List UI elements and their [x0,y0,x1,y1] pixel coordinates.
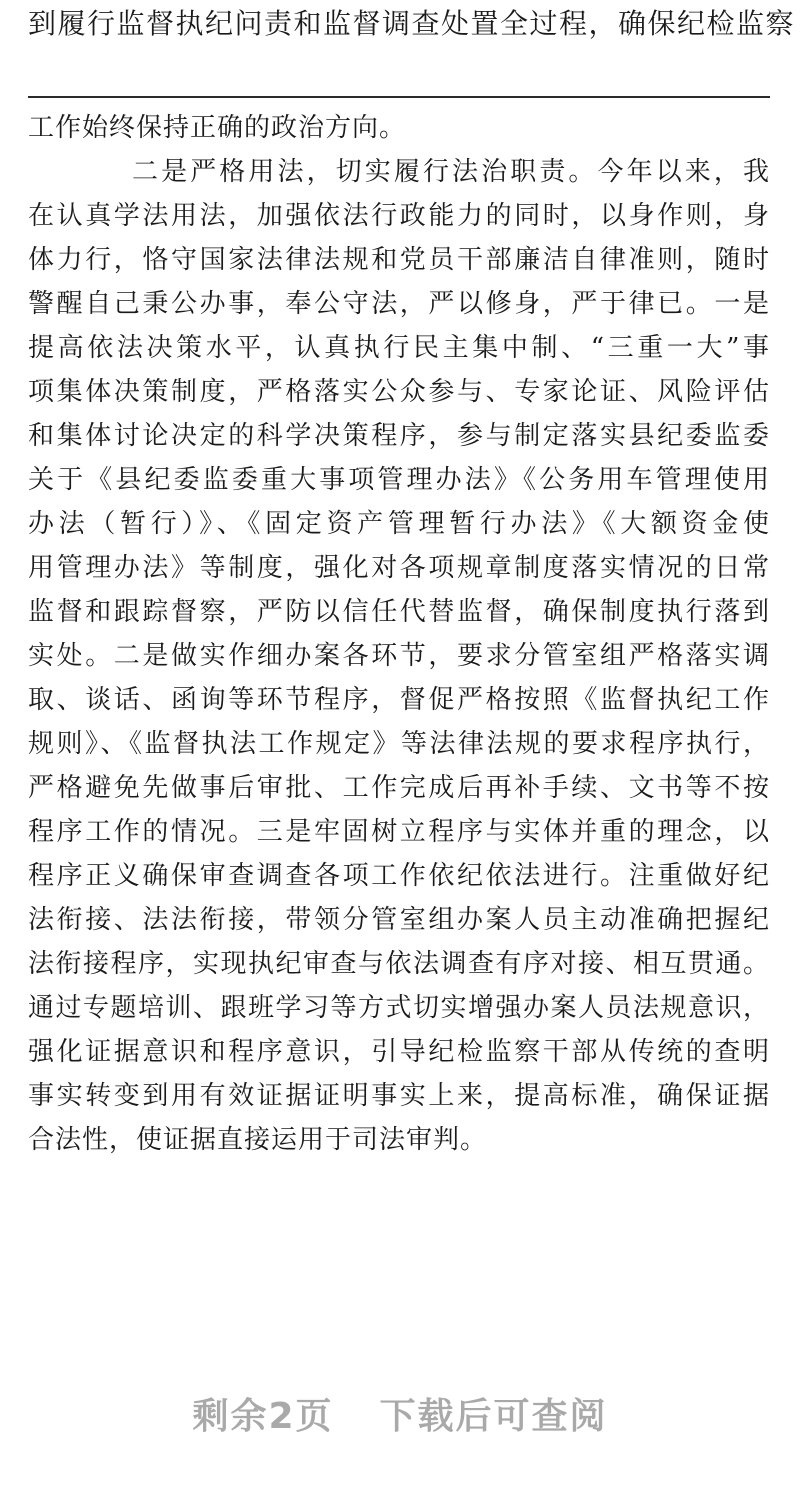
paragraph-line: 提高依法决策水平，认真执行民主集中制、“三重一大”事 [28,333,770,363]
paragraph-line: 法衔接、法法衔接，带领分管室组办案人员主动准确把握纪 [28,905,770,935]
paragraph-line: 办法（暂行）》、《固定资产管理暂行办法》《大额资金使 [28,509,770,539]
paragraph-line: 监督和跟踪督察，严防以信任代替监督，确保制度执行落到 [28,597,770,627]
paragraph-line: 项集体决策制度，严格落实公众参与、专家论证、风险评估 [28,377,770,407]
paragraph-line: 严格避免先做事后审批、工作完成后再补手续、文书等不按 [28,773,770,803]
paragraph-line: 实处。二是做实作细办案各环节，要求分管室组严格落实调 [28,641,770,671]
document-body [28,106,770,1162]
paragraph-line: 取、谈话、函询等环节程序，督促严格按照《监督执纪工作 [28,685,770,715]
paragraph-line: 关于《县纪委监委重大事项管理办法》《公务用车管理使用 [28,465,770,495]
paragraph-line: 用管理办法》等制度，强化对各项规章制度落实情况的日常 [28,553,770,583]
paragraph-line: 合法性，使证据直接运用于司法审判。 [28,1125,488,1155]
previous-page-last-line: 到履行监督执纪问责和监督调查处置全过程，确保纪检监察 [28,7,796,40]
paragraph-line: 在认真学法用法，加强依法行政能力的同时，以身作则，身 [28,201,770,231]
paragraph-line: 规则》、《监督执法工作规定》等法律法规的要求程序执行， [28,729,770,759]
paragraph-line: 和集体讨论决定的科学决策程序，参与制定落实县纪委监委 [28,421,770,451]
download-prompt[interactable] [0,1388,800,1439]
paragraph-line: 程序正义确保审查调查各项工作依纪依法进行。注重做好纪 [28,861,770,891]
paragraph-line: 工作始终保持正确的政治方向。 [28,113,407,143]
page-break-divider [28,96,770,98]
paragraph-line: 事实转变到用有效证据证明事实上来，提高标准，确保证据 [28,1081,770,1111]
paragraph-line: 通过专题培训、跟班学习等方式切实增强办案人员法规意识， [28,993,770,1023]
paragraph-line: 警醒自己秉公办事，奉公守法，严以修身，严于律已。一是 [28,289,770,319]
paragraph-line: 体力行，恪守国家法律法规和党员干部廉洁自律准则，随时 [28,245,770,275]
paragraph-line: 二是严格用法，切实履行法治职责。今年以来，我 [132,157,770,187]
paragraph-line: 强化证据意识和程序意识，引导纪检监察干部从传统的查明 [28,1037,770,1067]
download-hint-label: 下载后可查阅 [379,1396,608,1437]
paragraph-line: 程序工作的情况。三是牢固树立程序与实体并重的理念，以 [28,817,770,847]
paragraph-line: 法衔接程序，实现执纪审查与依法调查有序对接、相互贯通。 [28,949,770,979]
remaining-pages-label: 剩余2页 [192,1396,334,1437]
